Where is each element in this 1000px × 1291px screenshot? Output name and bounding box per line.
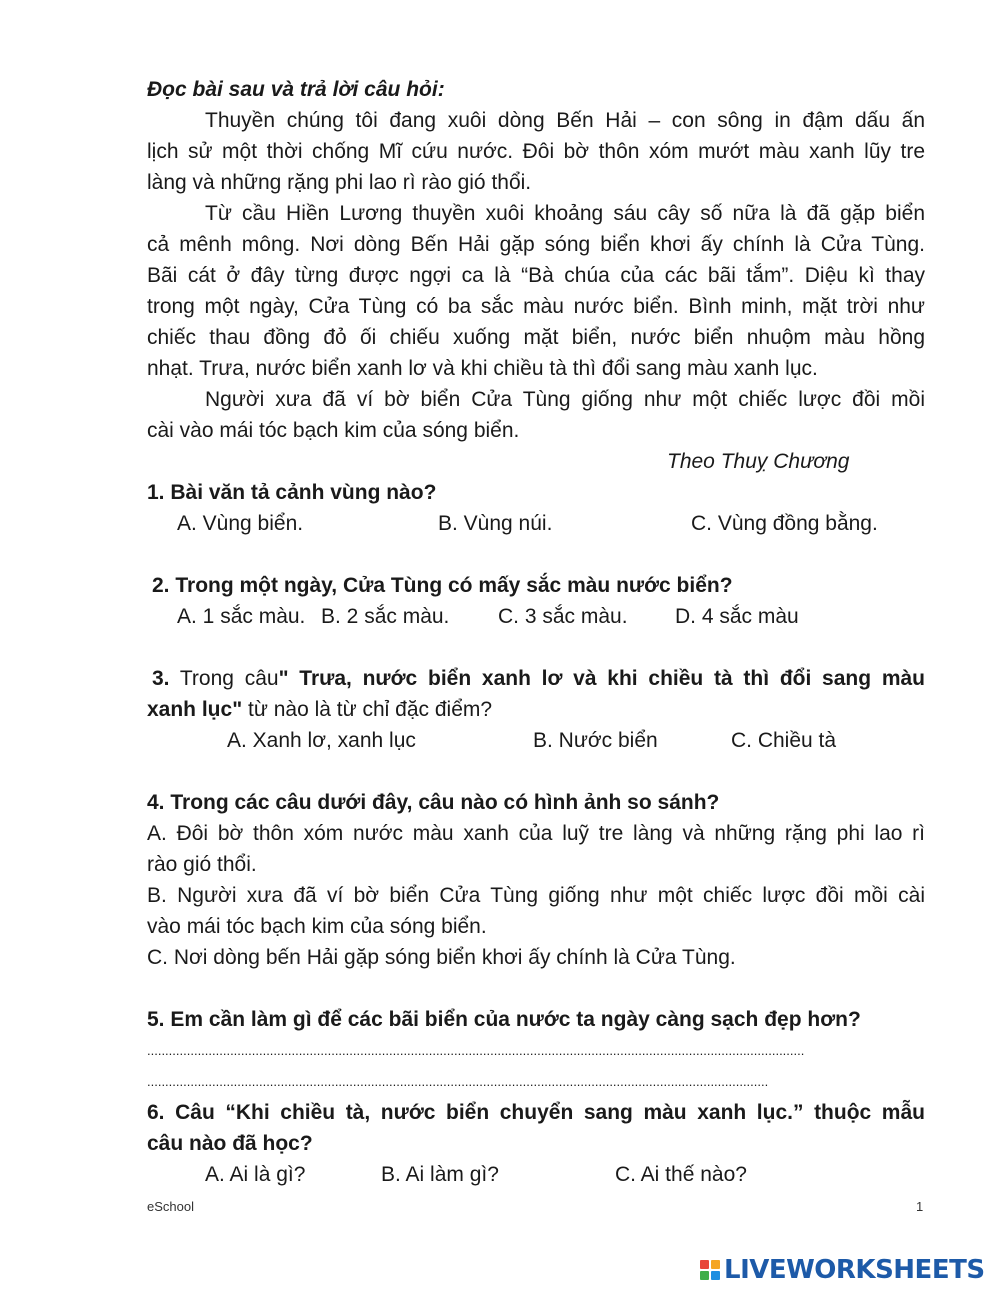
q6-option-b[interactable]: B. Ai làm gì?	[381, 1163, 499, 1186]
passage-line: nhạt. Trưa, nước biển xanh lơ và khi chiều tà thì đổi sang màu xanh lục.	[147, 357, 818, 380]
passage-line: lịch sử một thời chống Mĩ cứu nước. Đôi bờ thôn xóm mướt màu xanh lũy tre	[147, 140, 925, 163]
q3-option-a[interactable]: A. Xanh lơ, xanh lục	[227, 729, 416, 752]
question-5: 5. Em cần làm gì để các bãi biển của nước ta ngày càng sạch đẹp hơn?	[147, 1008, 861, 1031]
footer-school: eSchool	[147, 1199, 194, 1214]
q2-option-b[interactable]: B. 2 sắc màu.	[321, 605, 450, 628]
q4-option-a-line2[interactable]: rào gió thổi.	[147, 853, 257, 876]
q1-option-a[interactable]: A. Vùng biển.	[177, 512, 304, 535]
question-3-line1	[147, 663, 925, 694]
q4-option-c[interactable]: C. Nơi dòng bến Hải gặp sóng biển khơi ấy chính là Cửa Tùng.	[147, 946, 736, 969]
q6-option-a[interactable]: A. Ai là gì?	[205, 1163, 306, 1186]
passage-line: trong một ngày, Cửa Tùng có ba sắc màu nước biển. Bình minh, mặt trời như	[147, 295, 925, 318]
logo-square	[700, 1271, 709, 1280]
footer-page-number: 1	[916, 1199, 924, 1214]
logo-square	[711, 1271, 720, 1280]
question-3-line2	[147, 694, 925, 725]
instruction: Đọc bài sau và trả lời câu hỏi:	[147, 78, 445, 101]
question-1: 1. Bài văn tả cảnh vùng nào?	[147, 481, 437, 504]
q5-answer-line-2[interactable]: ............................................................................................................................................................................	[147, 1074, 769, 1089]
passage-line: Thuyền chúng tôi đang xuôi dòng Bến Hải – con sông in đậm dấu ấn	[205, 109, 925, 132]
q2-option-c[interactable]: C. 3 sắc màu.	[498, 605, 628, 628]
q6-option-c[interactable]: C. Ai thế nào?	[615, 1163, 747, 1186]
logo-square	[700, 1260, 709, 1269]
q2-option-d[interactable]: D. 4 sắc màu	[675, 605, 799, 628]
passage-line: làng và những rặng phi lao rì rào gió thổi.	[147, 171, 532, 194]
q3-option-b[interactable]: B. Nước biển	[533, 729, 658, 752]
q4-option-b-line1[interactable]: B. Người xưa đã ví bờ biển Cửa Tùng giống như một chiếc lược đồi mồi cài	[147, 884, 925, 907]
passage-source: Theo Thuỵ Chương	[667, 450, 850, 473]
passage-line: Người xưa đã ví bờ biển Cửa Tùng giống như một chiếc lược đồi mồi	[205, 388, 925, 411]
q3-number: 3.	[152, 667, 170, 690]
passage-line: chiếc thau đồng đỏ ối chiếu xuống mặt biển, nước biển nhuộm màu hồng	[147, 326, 925, 349]
question-6-line1: 6. Câu “Khi chiều tà, nước biển chuyển sang màu xanh lục.” thuộc mẫu	[147, 1101, 925, 1124]
logo-square	[711, 1260, 720, 1269]
passage-line: cài vào mái tóc bạch kim của sóng biển.	[147, 419, 520, 442]
worksheet	[147, 74, 925, 1190]
q1-options	[147, 508, 925, 539]
q4-option-b-line2[interactable]: vào mái tóc bạch kim của sóng biển.	[147, 915, 487, 938]
passage-line: cả mênh mông. Nơi dòng Bến Hải gặp sóng biển khơi ấy chính là Cửa Tùng.	[147, 233, 925, 256]
passage-line: Bãi cát ở đây từng được ngợi ca là “Bà chúa của các bãi tắm”. Diệu kì thay	[147, 264, 925, 287]
liveworksheets-logo-icon	[700, 1260, 720, 1280]
q2-options	[147, 601, 925, 632]
q5-answer-line-1[interactable]: ......................................................................................................................................................................................	[147, 1043, 805, 1058]
q3-quote-part1: " Trưa, nước biển xanh lơ và khi chiều tà thì đổi sang màu	[278, 667, 925, 690]
question-2: 2. Trong một ngày, Cửa Tùng có mấy sắc màu nước biển?	[152, 574, 733, 597]
passage-line: Từ cầu Hiền Lương thuyền xuôi khoảng sáu cây số nữa là đã gặp biển	[205, 202, 925, 225]
q3-option-c[interactable]: C. Chiều tà	[731, 729, 837, 752]
q6-options	[147, 1159, 925, 1190]
question-4: 4. Trong các câu dưới đây, câu nào có hình ảnh so sánh?	[147, 791, 720, 814]
brand-name: LIVEWORKSHEETS	[724, 1255, 985, 1285]
q3-quote-part2: xanh lục"	[147, 698, 243, 721]
q4-option-a-line1[interactable]: A. Đôi bờ thôn xóm nước màu xanh của luỹ tre làng và những rặng phi lao rì	[147, 822, 925, 845]
question-6-line2: câu nào đã học?	[147, 1132, 313, 1155]
q1-option-c[interactable]: C. Vùng đồng bằng.	[691, 512, 878, 535]
q3-intro: Trong câu	[169, 667, 279, 690]
liveworksheets-brand[interactable]	[700, 1255, 985, 1285]
q3-options	[147, 725, 925, 756]
q3-ask: từ nào là từ chỉ đặc điểm?	[242, 698, 493, 721]
q1-option-b[interactable]: B. Vùng núi.	[438, 512, 553, 535]
passage	[147, 105, 925, 477]
q2-option-a[interactable]: A. 1 sắc màu.	[177, 605, 306, 628]
